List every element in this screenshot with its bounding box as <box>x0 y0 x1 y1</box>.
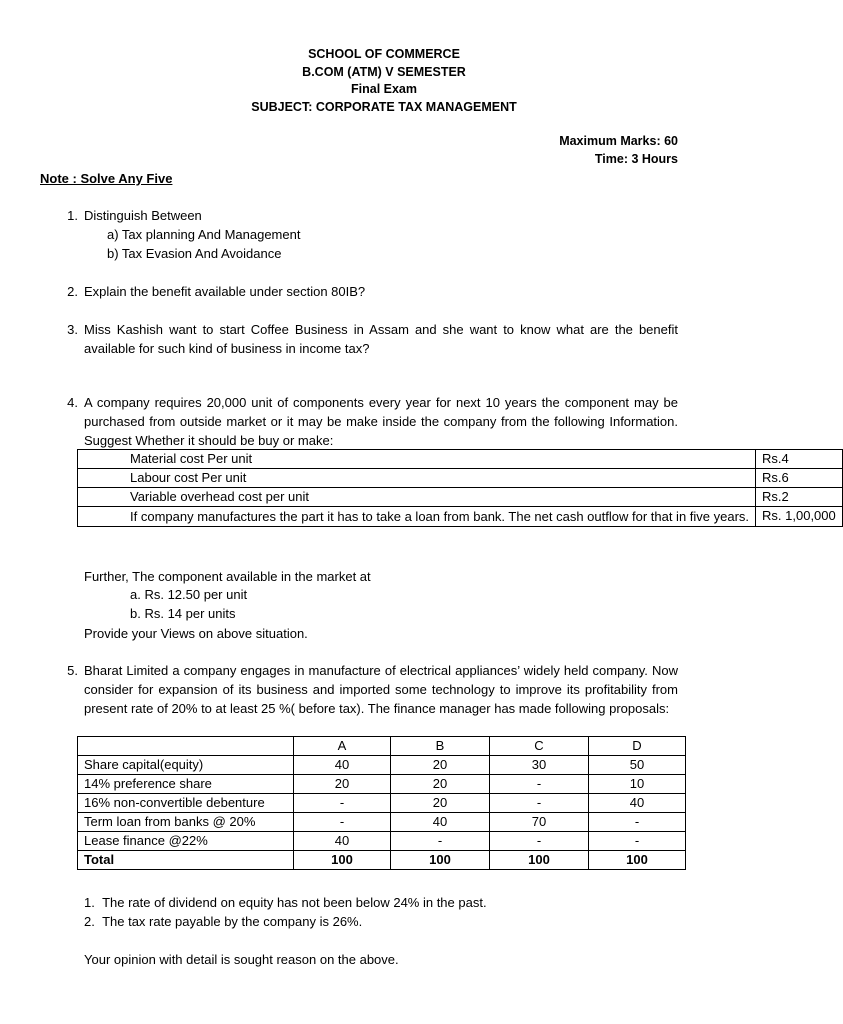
q4-closing: Provide your Views on above situation. <box>84 626 308 641</box>
question-1 <box>56 206 202 225</box>
point-text: The tax rate payable by the company is 26%. <box>102 914 363 929</box>
column-header: B <box>391 737 490 756</box>
table-cell: 20 <box>391 794 490 813</box>
table-cell: 50 <box>589 756 686 775</box>
table-cell: 10 <box>589 775 686 794</box>
table-row <box>78 851 686 870</box>
question-5-text: Bharat Limited a company engages in manufacture of electrical appliances’ widely held company. Now consider for expansion of its business and imported some technology to improve its profitability from present rate of 20% to at least 25 %( before tax). The finance manager has made following proposals: <box>84 663 678 716</box>
course-name: B.COM (ATM) V SEMESTER <box>302 65 466 79</box>
q5-closing: Your opinion with detail is sought reason on the above. <box>84 952 399 967</box>
cost-label: If company manufactures the part it has to take a loan from bank. The net cash outflow for that in five years. <box>78 507 756 527</box>
max-marks: Maximum Marks: 60 <box>559 134 678 148</box>
table-cell: 70 <box>490 813 589 832</box>
table-row <box>78 469 843 488</box>
q1-option-a: a) Tax planning And Management <box>107 227 301 242</box>
school-name: SCHOOL OF COMMERCE <box>308 47 460 61</box>
table-cell: 100 <box>391 851 490 870</box>
q4-option-b: b. Rs. 14 per units <box>130 606 236 621</box>
table-row <box>78 488 843 507</box>
table-cell: 20 <box>391 775 490 794</box>
point-text: The rate of dividend on equity has not been below 24% in the past. <box>102 895 487 910</box>
row-label: Total <box>78 851 294 870</box>
table-cell: - <box>589 832 686 851</box>
table-row <box>78 756 686 775</box>
table-cell: 100 <box>294 851 391 870</box>
question-2 <box>56 282 365 301</box>
table-cell: 40 <box>391 813 490 832</box>
cost-table <box>77 449 843 527</box>
q1-option-b: b) Tax Evasion And Avoidance <box>107 246 282 261</box>
table-row <box>78 794 686 813</box>
question-3-number: 3. <box>67 322 78 337</box>
subject-title: SUBJECT: CORPORATE TAX MANAGEMENT <box>251 100 517 114</box>
table-cell: 40 <box>589 794 686 813</box>
q5-point-2 <box>84 912 362 931</box>
q4-further: Further, The component available in the market at <box>84 569 371 584</box>
table-cell: 20 <box>391 756 490 775</box>
column-header: D <box>589 737 686 756</box>
cost-label: Labour cost Per unit <box>78 469 756 488</box>
column-header <box>78 737 294 756</box>
note: Note : Solve Any Five <box>40 171 173 186</box>
question-4-text: A company requires 20,000 unit of components every year for next 10 years the component may be purchased from outside market or it may be make inside the company from the following Information. Suggest Whether it should be buy or make: <box>84 395 678 448</box>
question-4-number: 4. <box>67 395 78 410</box>
question-3-text: Miss Kashish want to start Coffee Business in Assam and she want to know what are the benefit available for such kind of business in income tax? <box>84 322 678 356</box>
table-cell: - <box>490 794 589 813</box>
cost-value: Rs.6 <box>756 469 843 488</box>
question-text: Explain the benefit available under section 80IB? <box>84 284 366 299</box>
table-cell: 100 <box>589 851 686 870</box>
proposals-table <box>77 736 686 870</box>
table-cell: 40 <box>294 756 391 775</box>
table-cell: - <box>294 813 391 832</box>
row-label: Term loan from banks @ 20% <box>78 813 294 832</box>
table-cell: - <box>294 794 391 813</box>
cost-value: Rs.4 <box>756 450 843 469</box>
q5-point-1 <box>84 893 487 912</box>
row-label: 14% preference share <box>78 775 294 794</box>
row-label: Share capital(equity) <box>78 756 294 775</box>
question-5-number: 5. <box>67 663 78 678</box>
question-text: Distinguish Between <box>84 208 202 223</box>
exam-title: Final Exam <box>351 82 417 96</box>
question-number: 1. <box>67 208 78 223</box>
question-number: 2. <box>67 284 78 299</box>
table-cell: - <box>589 813 686 832</box>
q4-option-a: a. Rs. 12.50 per unit <box>130 587 248 602</box>
table-row <box>78 813 686 832</box>
column-header: A <box>294 737 391 756</box>
exam-time: Time: 3 Hours <box>594 152 678 166</box>
table-cell: 100 <box>490 851 589 870</box>
cost-value: Rs.2 <box>756 488 843 507</box>
table-row <box>78 775 686 794</box>
point-number: 1. <box>84 895 95 910</box>
cost-label: Material cost Per unit <box>78 450 756 469</box>
row-label: Lease finance @22% <box>78 832 294 851</box>
table-cell: 40 <box>294 832 391 851</box>
table-row <box>78 450 843 469</box>
table-row <box>78 507 843 527</box>
row-label: 16% non-convertible debenture <box>78 794 294 813</box>
cost-value: Rs. 1,00,000 <box>756 507 843 527</box>
cost-label: Variable overhead cost per unit <box>78 488 756 507</box>
point-number: 2. <box>84 914 95 929</box>
table-cell: 30 <box>490 756 589 775</box>
table-row <box>78 832 686 851</box>
table-header-row <box>78 737 686 756</box>
table-cell: - <box>391 832 490 851</box>
column-header: C <box>490 737 589 756</box>
table-cell: - <box>490 832 589 851</box>
table-cell: - <box>490 775 589 794</box>
table-cell: 20 <box>294 775 391 794</box>
